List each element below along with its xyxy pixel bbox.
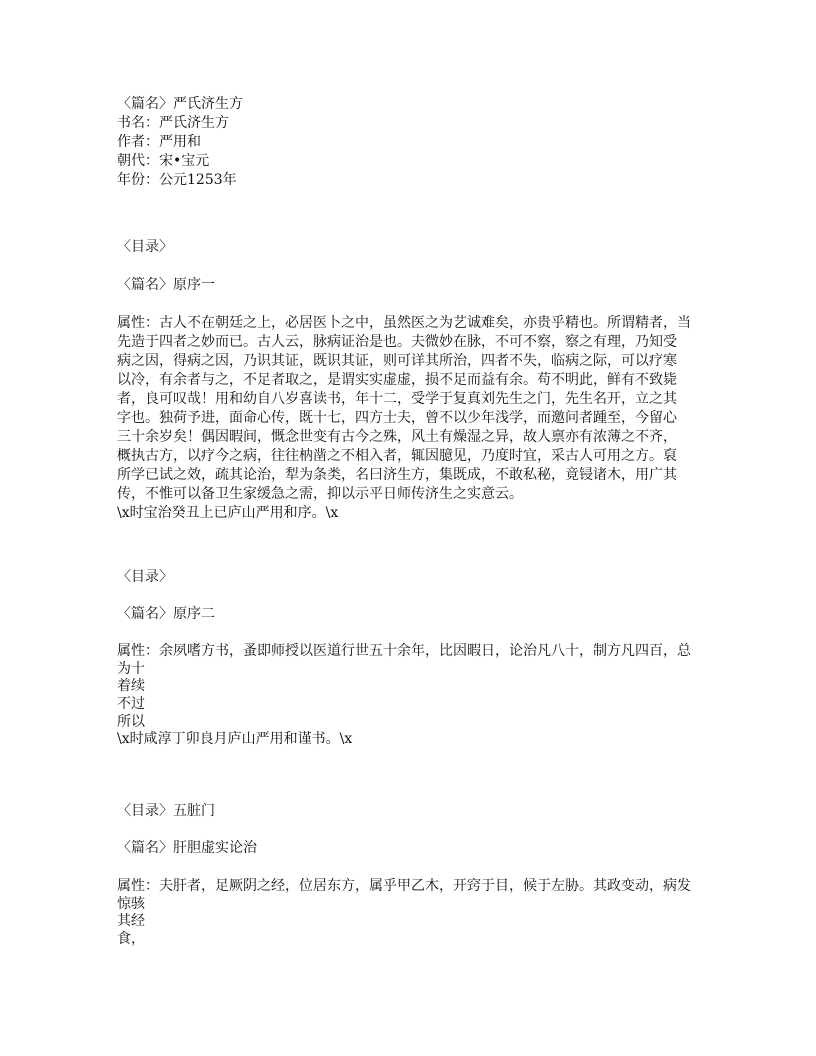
chapter-title: 〈篇名〉原序二 xyxy=(117,606,215,622)
chapter-body xyxy=(117,643,691,749)
body-line: 为十 xyxy=(117,660,145,677)
body-line: 传，不惟可以备卫生家缓急之需，抑以示平日师传济生之实意云。 xyxy=(117,486,523,502)
body-line: 字也。独荷予进，面命心传，既十七，四方士夫，曾不以少年浅学，而邀问者踵至，今留心 xyxy=(117,410,677,426)
body-line: 病之因，得病之因，乃识其证，既识其证，则可详其所治，四者不失，临病之际，可以疗寒 xyxy=(117,353,677,369)
chapter-title: 〈篇名〉肝胆虚实论治 xyxy=(117,840,257,856)
chapter-title: 〈篇名〉原序一 xyxy=(117,277,215,293)
meta-line: 朝代：宋•宝元 xyxy=(117,153,210,169)
body-line: 三十余岁矣！偶因暇间，慨念世变有古今之殊，风土有燥湿之异，故人禀亦有浓薄之不齐， xyxy=(117,429,677,445)
toc-heading: 〈目录〉 xyxy=(117,239,173,255)
chapter-body xyxy=(117,314,691,523)
body-line: \x时咸淳丁卯良月庐山严用和谨书。\x xyxy=(117,731,353,748)
body-line: 所学已试之效，疏其论治，犁为条类，名曰济生方，集既成，不敢私秘，竟锓诸木，用广其 xyxy=(117,467,677,483)
chapter-body xyxy=(117,878,691,949)
body-line: 着续 xyxy=(117,678,145,695)
body-line: 所以 xyxy=(117,713,145,730)
body-line: 其经 xyxy=(117,913,145,930)
body-line: 先造于四者之妙而已。古人云，脉病证治是也。夫微妙在脉，不可不察，察之有理，乃知受 xyxy=(117,334,677,350)
body-line: 属性：余夙嗜方书，蚤即师授以医道行世五十余年，比因暇日，论治凡八十，制方凡四百，总 xyxy=(117,643,691,659)
body-line: 惊骇 xyxy=(117,895,145,912)
toc-heading: 〈目录〉五脏门 xyxy=(117,803,215,819)
meta-line: 作者：严用和 xyxy=(117,134,201,150)
toc-heading: 〈目录〉 xyxy=(117,569,173,585)
body-line: 概执古方，以疗今之病，往往枘凿之不相入者，辄因臆见，乃度时宜，采古人可用之方。裒 xyxy=(117,448,677,464)
body-line: 以冷，有余者与之，不足者取之，是谓实实虚虚，损不足而益有余。苟不明此，鲜有不致毙 xyxy=(117,372,677,388)
meta-line: 书名：严氏济生方 xyxy=(117,115,229,131)
body-line: 者，良可叹哉！用和幼自八岁喜读书，年十二，受学于复真刘先生之门，先生名开，立之其 xyxy=(117,391,677,407)
body-line: 不过 xyxy=(117,696,145,713)
body-line: 属性：古人不在朝廷之上，必居医卜之中，虽然医之为艺诚难矣，亦贵乎精也。所谓精者，当 xyxy=(117,315,691,331)
body-line: \x时宝治癸丑上已庐山严用和序。\x xyxy=(117,505,339,521)
meta-line: 〈篇名〉严氏济生方 xyxy=(117,96,243,112)
body-line: 食， xyxy=(117,931,145,948)
meta-line: 年份：公元1253年 xyxy=(117,172,237,188)
body-line: 属性：夫肝者，足厥阴之经，位居东方，属乎甲乙木，开窍于目，候于左胁。其政变动，病发 xyxy=(117,878,691,894)
book-metadata xyxy=(117,95,243,190)
